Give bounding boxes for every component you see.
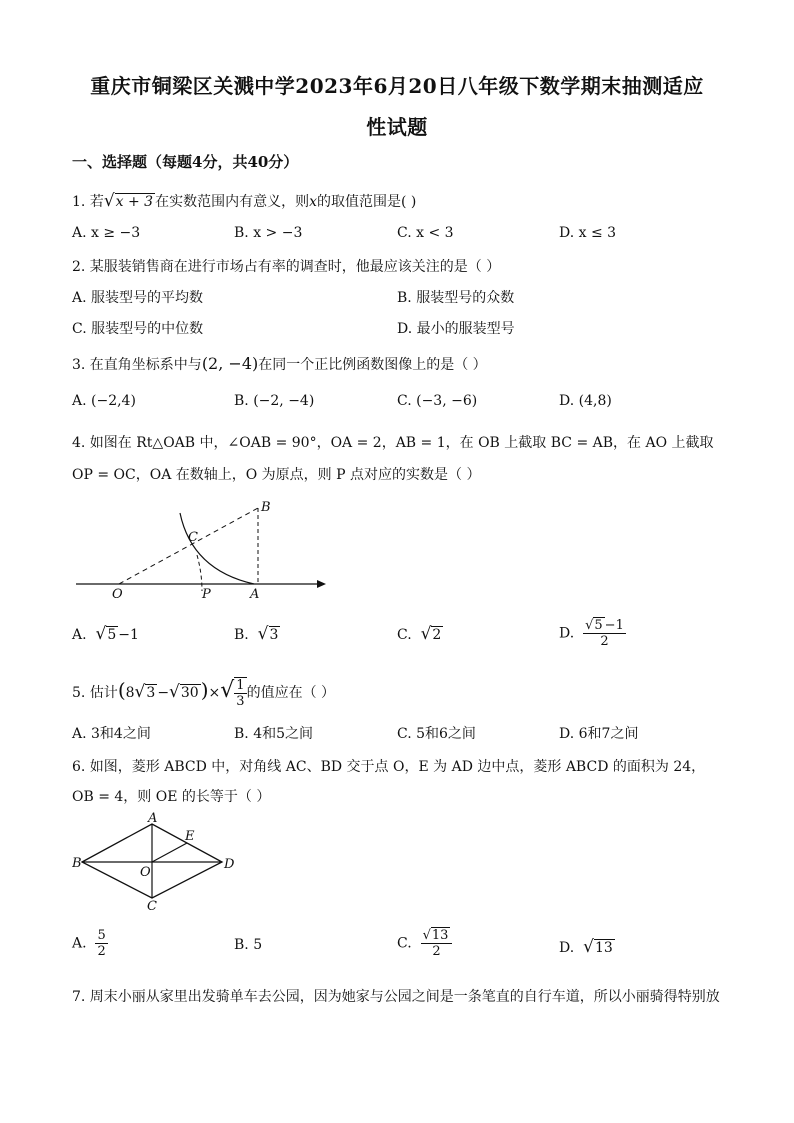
q6-option-c: C. $\frac{√13}{2}$	[397, 928, 452, 959]
q1-option-c: C. x < 3	[397, 225, 454, 241]
q6-option-a: A. $\frac{5}{2}$	[72, 928, 106, 959]
q2-option-b: B. 服装型号的众数	[397, 290, 515, 306]
q4-option-c: C. √2	[397, 624, 442, 644]
q4-figure	[72, 495, 332, 605]
segment-ob	[119, 508, 258, 584]
q4-option-b: B. √3	[234, 624, 279, 644]
section-heading: 一、选择题（每题4分，共40分）	[72, 153, 299, 171]
exam-title-line1: 重庆市铜梁区关溅中学2023年6月20日八年级下数学期末抽测适应	[90, 74, 704, 98]
q3-option-b: B. (−2, −4)	[234, 393, 315, 409]
q3-option-a: A. (−2,4)	[72, 393, 136, 409]
q2-option-d: D. 最小的服装型号	[397, 321, 515, 337]
label-c: C	[188, 530, 198, 545]
question-7: 7. 周末小丽从家里出发骑单车去公园，因为她家与公园之间是一条笔直的自行车道，所以小丽骑得特别放	[72, 989, 720, 1005]
question-6-line2: OB = 4，则 OE 的长等于（ ）	[72, 789, 271, 805]
q3-option-d: D. (4,8)	[559, 393, 612, 409]
q1-pre: 若	[89, 194, 104, 210]
label-e: E	[185, 829, 195, 844]
q3-post: 在同一个正比例函数图像上的是（ ）	[258, 357, 487, 373]
label-b: B	[261, 500, 271, 515]
arc-cp	[197, 555, 202, 591]
label-d: D	[224, 857, 235, 872]
question-4-line2: OP = OC，OA 在数轴上，O 为原点，则 P 点对应的实数是（ ）	[72, 467, 481, 483]
label-o: O	[140, 865, 151, 880]
question-1	[72, 191, 416, 211]
q1-sqrt: √x + 3	[103, 191, 154, 211]
arc-ca	[180, 513, 254, 584]
q3-point: (2, −4)	[201, 354, 259, 373]
q5-option-a: A. 3和4之间	[72, 726, 151, 742]
segment-oe	[152, 843, 187, 862]
q1-mid: 在实数范围内有意义，则	[155, 194, 310, 210]
q1-option-a: A. x ≥ −3	[72, 225, 141, 241]
q5-option-c: C. 5和6之间	[397, 726, 476, 742]
q1-option-d: D. x ≤ 3	[559, 225, 617, 241]
q6-option-b: B. 5	[234, 937, 263, 953]
q4-option-a: A. √5 −1	[72, 624, 139, 644]
label-b: B	[72, 856, 82, 871]
q4-option-d: D. $\frac{√5 -1}{2}$	[559, 618, 624, 649]
label-a: A	[250, 587, 260, 602]
axis-arrow-icon	[317, 580, 326, 588]
q6-figure	[72, 812, 242, 912]
q5-option-d: D. 6和7之间	[559, 726, 639, 742]
question-5: 5. 估计(8√3 −√30 )×√ $\frac{1}{3}$ 的值应在（ ）	[72, 678, 336, 709]
question-2: 2. 某服装销售商在进行市场占有率的调查时，他最应该关注的是（ ）	[72, 259, 501, 275]
q1-option-b: B. x > −3	[234, 225, 303, 241]
q2-option-c: C. 服装型号的中位数	[72, 321, 204, 337]
question-3	[72, 354, 487, 374]
exam-title-line2: 性试题	[366, 115, 428, 139]
q3-pre: 3. 在直角坐标系中与	[72, 357, 202, 373]
question-4-line1: 4. 如图在 Rt△OAB 中，∠OAB = 90°，OA = 2，AB = 1，在 OB 上截取 BC = AB，在 AO 上截取	[72, 435, 714, 451]
q5-option-b: B. 4和5之间	[234, 726, 314, 742]
q1-number: 1.	[72, 194, 86, 210]
q3-option-c: C. (−3, −6)	[397, 393, 478, 409]
question-6-line1: 6. 如图，菱形 ABCD 中，对角线 AC、BD 交于点 O，E 为 AD 边中点，菱形 ABCD 的面积为 24，	[72, 759, 706, 775]
q1-post: 的取值范围是( )	[317, 194, 417, 210]
label-c: C	[147, 899, 157, 912]
label-a: A	[148, 812, 158, 826]
label-o: O	[112, 587, 123, 602]
label-p: P	[202, 587, 211, 602]
q2-option-a: A. 服装型号的平均数	[72, 290, 204, 306]
q6-option-d: D. √13	[559, 937, 613, 957]
q1-var: x	[309, 194, 317, 210]
